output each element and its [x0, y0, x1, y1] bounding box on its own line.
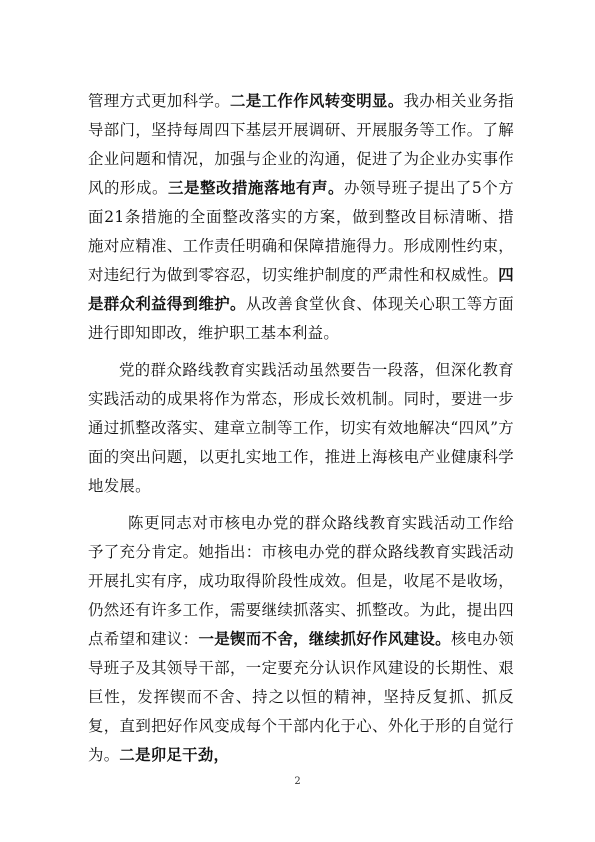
- paragraph-3: [88, 509, 514, 770]
- paragraph-text: 办领导班子提出了5个方面21条措施的全面整改落实的方案，做到整改目标清晰、措施对应精准、工作责任明确和保障措施得力。形成刚性约束，对违纪行为做到零容忍，切实维护制度的严肃性和权威性。: [88, 179, 514, 284]
- document-body: [88, 87, 514, 770]
- paragraph-text: 我办相关业务指导部门，坚持每周四下基层开展调研、开展服务等工作。了解企业问题和情况，加强与企业的沟通，促进了为企业办实事作风的形成。: [88, 92, 514, 197]
- emphasis-heading: 二是卯足干劲，: [119, 746, 230, 764]
- emphasis-heading: 二是工作作风转变明显。: [230, 92, 404, 110]
- emphasis-heading: 四是群众利益得到维护。: [88, 266, 514, 313]
- emphasis-heading: 一是锲而不舍，继续抓好作风建设。: [198, 630, 451, 648]
- paragraph-1: [88, 87, 514, 348]
- paragraph-text: 从改善食堂伙食、体现关心职工等方面进行即知即改，维护职工基本利益。: [88, 295, 514, 342]
- paragraph-text: 党的群众路线教育实践活动虽然要告一段落，但深化教育实践活动的成果将作为常态，形成长效机制。同时，要进一步通过抓整改落实、建章立制等工作，切实有效地解决“四风”方面的突出问题，以更扎实地工作，推进上海核电产业健康科学地发展。: [88, 361, 514, 495]
- paragraph-text: 陈更同志对市核电办党的群众路线教育实践活动工作给予了充分肯定。她指出：市核电办党的群众路线教育实践活动开展扎实有序，成功取得阶段性成效。但是，收尾不是收场，仍然还有许多工作，需要继续抓落实、抓整改。为此，提出四点希望和建议：: [88, 514, 514, 648]
- paragraph-text: 核电办领导班子及其领导干部，一定要充分认识作风建设的长期性、艰巨性，发挥锲而不舍、持之以恒的精神，坚持反复抓、抓反复，直到把好作风变成每个干部内化于心、外化于形的自觉行为。: [88, 630, 514, 764]
- paragraph-text: 管理方式更加科学。: [88, 92, 231, 110]
- page-number: 2: [294, 776, 301, 787]
- emphasis-heading: 三是整改措施落地有声。: [167, 179, 344, 197]
- paragraph-2: [88, 356, 514, 501]
